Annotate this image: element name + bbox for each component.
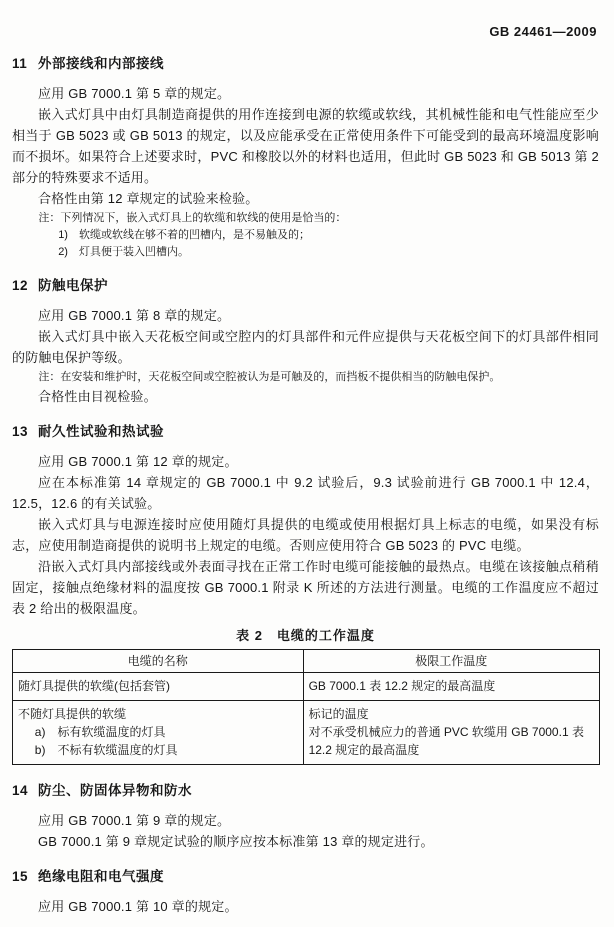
note: 注：下列情况下，嵌入式灯具上的软缆和软线的使用是恰当的： — [38, 212, 347, 224]
cable-temperature-table — [12, 649, 600, 765]
table-cell-line: a) 标有软缆温度的灯具 — [34, 725, 166, 739]
paragraph: 合格性由第 12 章规定的试验来检验。 — [38, 191, 259, 206]
table-cell-line: 不随灯具提供的软缆 — [18, 707, 127, 721]
section-title: 防尘、防固体异物和防水 — [38, 783, 192, 798]
paragraph: 合格性由目视检验。 — [38, 389, 157, 404]
section-12-heading — [12, 274, 599, 294]
table-row — [13, 673, 600, 701]
section-title: 外部接线和内部接线 — [38, 56, 164, 71]
col-header-cable-name: 电缆的名称 — [13, 650, 304, 673]
paragraph: 应用 GB 7000.1 第 5 章的规定。 — [38, 86, 231, 101]
table-cell-line: b) 不标有软缆温度的灯具 — [34, 743, 178, 757]
paragraph: 应用 GB 7000.1 第 9 章的规定。 — [38, 813, 231, 828]
section-number: 12 — [12, 278, 29, 293]
section-13 — [12, 420, 599, 619]
section-number: 15 — [12, 869, 29, 884]
note: 注：在安装和维护时，天花板空间或空腔被认为是可触及的，而挡板不提供相当的防触电保护。 — [38, 371, 501, 383]
section-title: 耐久性试验和热试验 — [38, 424, 164, 439]
table-cell-line: 随灯具提供的软缆(包括套管) — [18, 679, 170, 693]
table-caption: 表 2 电缆的工作温度 — [236, 628, 375, 643]
paragraph: 嵌入式灯具中由灯具制造商提供的用作连接到电源的软缆或软线，其机械性能和电气性能应至少相当于 GB 5023 或 GB 5013 的规定，以及应能承受在正常使用条件下可能受到的最高环境温度影响而不损坏。如果符合上述要求时，PVC 和橡胶以外的材料也适用，但此时 GB 5023 和 GB 5013 第 2 部分的特殊要求不适用。 — [12, 107, 599, 185]
table-cell-line: 对不承受机械应力的普通 PVC 软缆用 GB 7000.1 表 12.2 规定的最高温度 — [308, 725, 584, 757]
cell-cable-name — [13, 701, 304, 765]
note-item: 1) 软缆或软线在够不着的凹槽内，是不易触及的； — [58, 229, 310, 241]
cell-cable-name — [13, 673, 304, 701]
section-title: 绝缘电阻和电气强度 — [38, 869, 164, 884]
section-number: 14 — [12, 783, 29, 798]
paragraph: 应用 GB 7000.1 第 8 章的规定。 — [38, 308, 231, 323]
section-number: 11 — [12, 56, 28, 71]
section-title: 防触电保护 — [38, 278, 108, 293]
section-14 — [12, 779, 599, 852]
paragraph: 应用 GB 7000.1 第 10 章的规定。 — [38, 899, 238, 914]
cell-limit-temperature — [303, 701, 599, 765]
section-11 — [12, 52, 599, 261]
section-number: 13 — [12, 424, 29, 439]
paragraph: GB 7000.1 第 9 章规定试验的顺序应按本标准第 13 章的规定进行。 — [38, 834, 434, 849]
section-13-heading — [12, 420, 599, 440]
paragraph: 沿嵌入式灯具内部接线或外表面寻找在正常工作时电缆可能接触的最热点。电缆在该接触点稍稍固定，接触点绝缘材料的温度按 GB 7000.1 附录 K 所述的方法进行测量。电缆的工作温度应不超过表 2 给出的极限温度。 — [12, 559, 599, 616]
doc-number: GB 24461—2009 — [489, 24, 597, 39]
table-cell-line: 标记的温度 — [308, 707, 369, 721]
section-11-heading — [12, 52, 599, 72]
cell-limit-temperature — [303, 673, 599, 701]
paragraph: 嵌入式灯具与电源连接时应使用随灯具提供的电缆或使用根据灯具上标志的电缆，如果没有标志，应使用制造商提供的说明书上规定的电缆。否则应使用符合 GB 5023 的 PVC 电缆。 — [12, 517, 599, 553]
paragraph: 嵌入式灯具中嵌入天花板空间或空腔内的灯具部件和元件应提供与天花板空间下的灯具部件相同的防触电保护等级。 — [12, 329, 599, 365]
section-14-heading — [12, 779, 599, 799]
paragraph: 应用 GB 7000.1 第 12 章的规定。 — [38, 454, 238, 469]
section-12 — [12, 274, 599, 407]
paragraph: 应在本标准第 14 章规定的 GB 7000.1 中 9.2 试验后，9.3 试验前进行 GB 7000.1 中 12.4，12.5，12.6 的有关试验。 — [12, 475, 599, 511]
table-header-row — [13, 650, 600, 673]
section-15-heading — [12, 865, 599, 885]
table-row — [13, 701, 600, 765]
col-header-limit-temperature: 极限工作温度 — [303, 650, 599, 673]
note-item: 2) 灯具便于装入凹槽内。 — [58, 246, 189, 258]
section-15 — [12, 865, 599, 917]
table-cell-line: GB 7000.1 表 12.2 规定的最高温度 — [308, 679, 496, 693]
